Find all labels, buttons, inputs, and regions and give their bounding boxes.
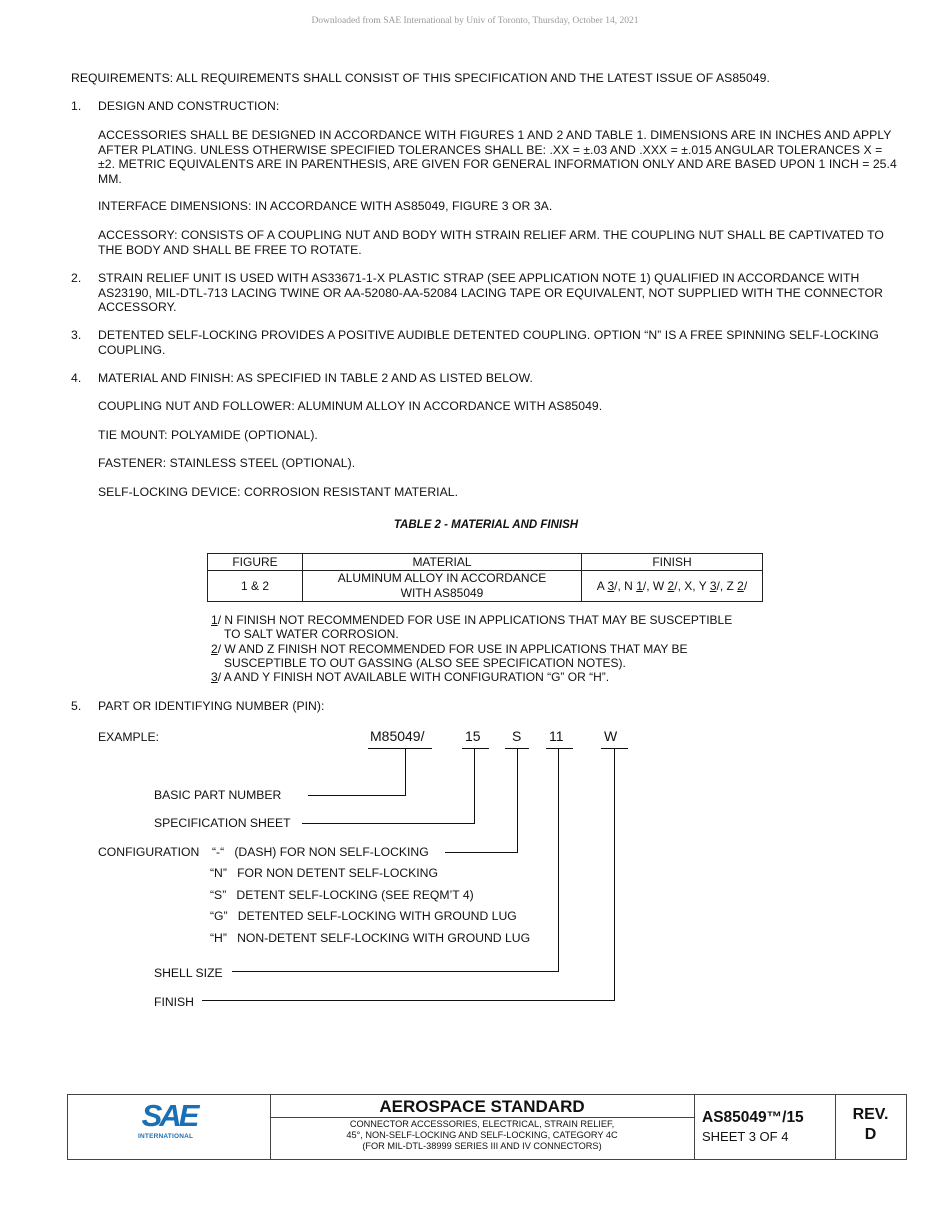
cell-finish: A 3/, N 1/, W 2/, X, Y 3/, Z 2/ bbox=[582, 571, 763, 602]
section-3-text: DETENTED SELF-LOCKING PROVIDES A POSITIVE AUDIBLE DETENTED COUPLING. OPTION “N” IS A FREE SPINNING SELF-LOCKING COUPLING. bbox=[98, 328, 879, 357]
spec-leader-vertical bbox=[474, 748, 475, 823]
sae-logo-subtext: INTERNATIONAL bbox=[138, 1133, 194, 1140]
header-figure: FIGURE bbox=[208, 554, 303, 571]
sae-logo bbox=[68, 1095, 271, 1159]
config-option-n: “N” FOR NON DETENT SELF-LOCKING bbox=[210, 866, 438, 880]
revision-value: D bbox=[864, 1126, 877, 1143]
config-option-s: “S” DETENT SELF-LOCKING (SEE REQM’T 4) bbox=[210, 888, 474, 902]
revision-label: REV. bbox=[852, 1106, 889, 1123]
material-self-locking-device: SELF-LOCKING DEVICE: CORROSION RESISTANT MATERIAL. bbox=[98, 485, 459, 499]
section-2-text: STRAIN RELIEF UNIT IS USED WITH AS33671-1-X PLASTIC STRAP (SEE APPLICATION NOTE 1) QUALIFIED IN ACCORDANCE WITH AS23190, MIL-DTL-713 LACING TWINE OR AA-52080-AA-52084 LACING TAPE OR EQUIVALENT, NOT SUPPLIED WITH THE CONNECTOR ACCESSORY. bbox=[98, 271, 883, 314]
section-1-tolerances: ACCESSORIES SHALL BE DESIGNED IN ACCORDANCE WITH FIGURES 1 AND 2 AND TABLE 1. DIMENSIONS ARE IN INCHES AND APPLY AFTER PLATING. UNLESS OTHERWISE SPECIFIED TOLERANCES SHALL BE: .XX = ±.03 AND .XXX = ±.015 ANGULAR TOLERANCES X = ±2. METRIC EQUIVALENTS ARE IN PARENTHESIS, ARE GIVEN FOR GENERAL INFORMATION ONLY AND ARE BASED UPON 1 INCH = 25.4 MM. bbox=[98, 128, 897, 186]
note-1-ref: 1 bbox=[211, 613, 218, 627]
note-1-text: / N FINISH NOT RECOMMENDED FOR USE IN APPLICATIONS THAT MAY BE SUSCEPTIBLE bbox=[217, 613, 733, 627]
section-4-title: MATERIAL AND FINISH: AS SPECIFIED IN TABLE 2 AND AS LISTED BELOW. bbox=[98, 371, 533, 385]
pin-shell-underline bbox=[546, 748, 573, 749]
finish-leader-horizontal bbox=[202, 1000, 615, 1001]
description-line-3: (FOR MIL-DTL-38999 SERIES III AND IV CONNECTORS) bbox=[362, 1141, 602, 1151]
sheet-number: SHEET 3 OF 4 bbox=[702, 1129, 789, 1144]
basic-part-number-label: BASIC PART NUMBER bbox=[154, 788, 282, 802]
table-2-title: TABLE 2 - MATERIAL AND FINISH bbox=[393, 519, 579, 531]
example-label: EXAMPLE: bbox=[98, 730, 159, 744]
material-finish-table bbox=[207, 553, 763, 602]
shell-size-label: SHELL SIZE bbox=[154, 966, 223, 980]
document-number: AS85049™/15 bbox=[702, 1109, 804, 1126]
title-cell bbox=[270, 1095, 695, 1159]
basic-leader-horizontal bbox=[308, 795, 406, 796]
config-option-dash: “-“ (DASH) FOR NON SELF-LOCKING bbox=[212, 845, 429, 859]
title-block bbox=[67, 1094, 907, 1160]
standard-title: AEROSPACE STANDARD bbox=[270, 1095, 694, 1118]
config-leader-horizontal bbox=[445, 852, 518, 853]
config-leader-vertical bbox=[517, 748, 518, 852]
material-fastener: FASTENER: STAINLESS STEEL (OPTIONAL). bbox=[98, 456, 356, 470]
table-header-row bbox=[208, 554, 763, 571]
cell-material bbox=[303, 571, 582, 602]
pin-basic-underline bbox=[368, 748, 432, 749]
cell-figure: 1 & 2 bbox=[208, 571, 303, 602]
pin-configuration: S bbox=[512, 728, 522, 744]
configuration-label: CONFIGURATION bbox=[98, 845, 200, 859]
section-1-interface: INTERFACE DIMENSIONS: IN ACCORDANCE WITH AS85049, FIGURE 3 OR 3A. bbox=[98, 199, 553, 213]
pin-spec-underline bbox=[462, 748, 489, 749]
config-option-g: “G” DETENTED SELF-LOCKING WITH GROUND LUG bbox=[210, 909, 517, 923]
finish-leader-vertical bbox=[614, 748, 615, 1001]
specification-sheet-label: SPECIFICATION SHEET bbox=[154, 816, 291, 830]
section-5-title: PART OR IDENTIFYING NUMBER (PIN): bbox=[98, 699, 325, 713]
section-1-title: DESIGN AND CONSTRUCTION: bbox=[98, 99, 280, 113]
material-tie-mount: TIE MOUNT: POLYAMIDE (OPTIONAL). bbox=[98, 428, 318, 442]
standard-description bbox=[270, 1119, 694, 1152]
note-3-ref: 3 bbox=[211, 670, 218, 684]
shell-leader-vertical bbox=[558, 748, 559, 972]
requirements-statement: REQUIREMENTS: ALL REQUIREMENTS SHALL CONSIST OF THIS SPECIFICATION AND THE LATEST ISSUE OF AS85049. bbox=[71, 71, 770, 85]
section-3-number: 3. bbox=[71, 328, 82, 342]
section-1-number: 1. bbox=[71, 99, 82, 113]
sae-logo-mark: SAE bbox=[141, 1098, 197, 1133]
header-material: MATERIAL bbox=[303, 554, 582, 571]
config-option-h: “H” NON-DETENT SELF-LOCKING WITH GROUND LUG bbox=[210, 931, 531, 945]
header-finish: FINISH bbox=[582, 554, 763, 571]
revision-cell bbox=[835, 1095, 906, 1159]
shell-leader-horizontal bbox=[232, 971, 559, 972]
cell-material-line-2: WITH AS85049 bbox=[400, 586, 484, 600]
doc-number-cell bbox=[694, 1095, 836, 1159]
section-1-accessory: ACCESSORY: CONSISTS OF A COUPLING NUT AND BODY WITH STRAIN RELIEF ARM. THE COUPLING NUT SHALL BE CAPTIVATED TO THE BODY AND SHALL BE FREE TO ROTATE. bbox=[98, 228, 884, 257]
spec-leader-horizontal bbox=[302, 823, 475, 824]
pin-finish: W bbox=[604, 728, 618, 744]
table-note-2 bbox=[211, 642, 771, 670]
section-4-number: 4. bbox=[71, 371, 82, 385]
description-line-1: CONNECTOR ACCESSORIES, ELECTRICAL, STRAIN RELIEF, bbox=[349, 1119, 615, 1129]
download-watermark: Downloaded from SAE International by Univ of Toronto, Thursday, October 14, 2021 bbox=[311, 16, 639, 26]
pin-shell-size: 11 bbox=[549, 728, 564, 744]
table-note-1 bbox=[211, 613, 771, 641]
description-line-2: 45°, NON-SELF-LOCKING AND SELF-LOCKING, CATEGORY 4C bbox=[346, 1130, 618, 1140]
note-2-text-cont: SUSCEPTIBLE TO OUT GASSING (ALSO SEE SPECIFICATION NOTES). bbox=[224, 656, 626, 670]
note-1-text-cont: TO SALT WATER CORROSION. bbox=[224, 627, 399, 641]
pin-basic-part: M85049/ bbox=[370, 728, 425, 744]
table-row bbox=[208, 571, 763, 602]
basic-leader-vertical bbox=[405, 748, 406, 795]
note-3-text: / A AND Y FINISH NOT AVAILABLE WITH CONFIGURATION “G” OR “H”. bbox=[217, 670, 610, 684]
section-5-number: 5. bbox=[71, 699, 82, 713]
section-2-number: 2. bbox=[71, 271, 82, 285]
cell-material-line-1: ALUMINUM ALLOY IN ACCORDANCE bbox=[337, 571, 547, 585]
table-note-3 bbox=[211, 670, 771, 684]
pin-spec-sheet: 15 bbox=[465, 728, 481, 744]
note-2-ref: 2 bbox=[211, 642, 218, 656]
note-2-text: / W AND Z FINISH NOT RECOMMENDED FOR USE IN APPLICATIONS THAT MAY BE bbox=[217, 642, 688, 656]
finish-label: FINISH bbox=[154, 995, 194, 1009]
material-coupling-nut: COUPLING NUT AND FOLLOWER: ALUMINUM ALLOY IN ACCORDANCE WITH AS85049. bbox=[98, 399, 603, 413]
